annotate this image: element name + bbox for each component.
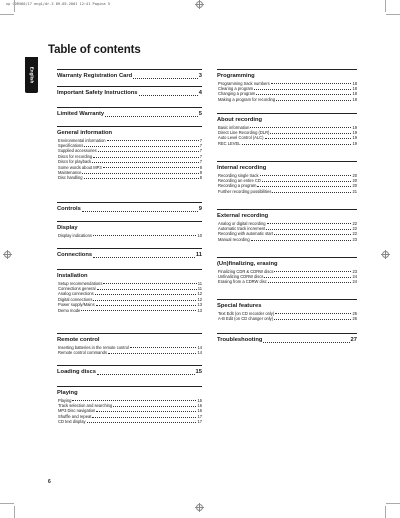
toc-section-heading-label: Playing: [57, 390, 78, 396]
toc-entry-label: Remote control commands: [58, 349, 107, 355]
toc-entry-label: Recording with automatic start: [218, 231, 274, 237]
toc-section-heading-label: Programming: [217, 73, 255, 79]
toc-entry-page: 20: [352, 172, 357, 178]
dot-leader: [260, 175, 352, 176]
toc-section: [217, 333, 357, 345]
toc-section-heading-label: Important Safety Instructions: [57, 90, 138, 96]
crop-mark: [14, 0, 15, 12]
toc-entry-page: 13: [197, 302, 202, 308]
dot-leader: [103, 167, 199, 168]
toc-entry-page: 17: [197, 413, 202, 419]
toc-entry-label: Recording an entire CD: [218, 177, 261, 183]
toc-entry-label: REC LEVEL: [218, 140, 241, 146]
toc-section: [57, 86, 202, 98]
toc-entry-label: Maintenance: [58, 169, 82, 175]
toc-entry: [217, 237, 357, 242]
toc-section-heading-label: Troubleshooting: [217, 337, 263, 343]
toc-entry-page: 10: [197, 232, 202, 238]
toc-section-heading: [217, 117, 357, 125]
toc-section-heading-page: 15: [195, 369, 202, 375]
toc-section-heading: [217, 303, 357, 311]
toc-entry-page: 16: [197, 402, 202, 408]
toc-entry-label: CD text display: [58, 419, 86, 425]
dot-leader: [82, 173, 198, 174]
toc-entry-page: 22: [352, 220, 357, 226]
toc-section: [57, 221, 202, 238]
toc-entry-label: Shuffle and repeat: [58, 413, 92, 419]
dot-leader: [274, 234, 351, 235]
toc-entry-page: 22: [352, 231, 357, 237]
toc-entry-label: Playing: [58, 397, 72, 403]
dot-leader: [107, 140, 199, 141]
toc-entry-label: Setup recommendations: [58, 280, 103, 286]
dot-leader: [254, 89, 351, 90]
print-header: xp CDR560/17 eng1/dr.3 09-05-2001 12:41 Pagina 5: [6, 2, 110, 6]
toc-entry-page: 17: [197, 419, 202, 425]
toc-entry-label: Power supply/Mains: [58, 302, 95, 308]
dot-leader: [267, 223, 352, 224]
toc-section-heading: [57, 90, 202, 98]
toc-entry: [217, 97, 357, 102]
toc-entry-label: Basic information: [218, 124, 250, 130]
toc-entry-label: Disc handling: [58, 175, 83, 181]
page-number: 6: [48, 479, 51, 485]
toc-entry-page: 23: [352, 268, 357, 274]
toc-entry-page: 7: [199, 148, 202, 154]
toc-entry-page: 20: [352, 177, 357, 183]
dot-leader: [139, 95, 198, 96]
toc-section: [217, 257, 357, 285]
toc-entry-page: 19: [352, 124, 357, 130]
toc-entry-page: 25: [352, 310, 357, 316]
toc-entry-label: Analog or digital recording: [218, 220, 266, 226]
dot-leader: [276, 100, 351, 101]
toc-entry-page: 24: [352, 273, 357, 279]
toc-entry-page: 18: [352, 91, 357, 97]
toc-section-heading-label: Warranty Registration Card: [57, 73, 133, 79]
toc-section-heading-label: External recording: [217, 213, 269, 219]
toc-entry-label: Finalizing CDR & CDRW discs: [218, 268, 274, 274]
toc-entry-page: 21: [352, 188, 357, 194]
dot-leader: [92, 162, 199, 163]
dot-leader: [98, 151, 199, 152]
language-tab-label: English: [29, 66, 34, 84]
toc-section-heading-label: General information: [57, 130, 113, 136]
toc-entry-label: Automatic track increment: [218, 225, 266, 231]
toc-entry-label: Text Edit (on CD recorder only): [218, 310, 275, 316]
toc-section-heading-label: (Un)finalizing, erasing: [217, 261, 278, 267]
toc-section-heading-label: Installation: [57, 273, 88, 279]
dot-leader: [97, 289, 197, 290]
toc-entry-label: Manual recording: [218, 236, 250, 242]
crop-mark: [385, 506, 386, 518]
toc-entry-label: Environmental information: [58, 137, 106, 143]
dot-leader: [93, 157, 199, 158]
dot-leader: [268, 282, 352, 283]
toc-entry-page: 7: [199, 159, 202, 165]
dot-leader: [266, 229, 351, 230]
toc-entry-label: Making a program for recording: [218, 96, 276, 102]
dot-leader: [97, 374, 195, 375]
toc-section-heading-page: 3: [198, 73, 202, 79]
toc-entry: [217, 316, 357, 321]
toc-entry-page: 18: [352, 85, 357, 91]
dot-leader: [242, 144, 352, 145]
toc-section-heading-label: Display: [57, 225, 78, 231]
dot-leader: [96, 305, 197, 306]
toc-entry: [217, 189, 357, 194]
toc-section-heading-page: 9: [198, 206, 202, 212]
crop-mark: [14, 506, 15, 518]
dot-leader: [264, 277, 351, 278]
toc-section-heading-label: Loading discs: [57, 369, 96, 375]
dot-leader: [93, 257, 195, 258]
toc-section-heading: [217, 73, 357, 81]
toc-section-heading-label: Internal recording: [217, 165, 267, 171]
dot-leader: [265, 138, 352, 139]
toc-section-heading: [57, 252, 202, 260]
toc-section-heading: [57, 337, 202, 345]
dot-leader: [84, 146, 198, 147]
toc-section: [217, 299, 357, 321]
dot-leader: [133, 78, 198, 79]
dot-leader: [274, 319, 351, 320]
dot-leader: [113, 406, 196, 407]
toc-section: [57, 333, 202, 355]
toc-entry: [57, 233, 202, 238]
toc-section-heading-page: 27: [350, 337, 357, 343]
dot-leader: [250, 127, 351, 128]
dot-leader: [105, 116, 198, 117]
toc-entry-label: Programming track numbers: [218, 80, 270, 86]
toc-entry-page: 24: [352, 279, 357, 285]
toc-entry-page: 13: [197, 307, 202, 313]
toc-entry-page: 26: [352, 315, 357, 321]
toc-entry-page: 19: [352, 140, 357, 146]
toc-section-heading: [57, 130, 202, 138]
dot-leader: [274, 271, 351, 272]
page-title: Table of contents: [48, 44, 141, 56]
toc-entry-label: Recording single track: [218, 172, 259, 178]
toc-entry-page: 15: [197, 397, 202, 403]
toc-section: [217, 69, 357, 102]
toc-section: [57, 386, 202, 425]
toc-entry-page: 18: [352, 96, 357, 102]
toc-entry-page: 14: [197, 344, 202, 350]
toc-section-heading: [57, 273, 202, 281]
dot-leader: [96, 411, 196, 412]
toc-section: [57, 248, 202, 260]
toc-section-heading-page: 11: [195, 252, 202, 258]
registration-mark-top: [195, 0, 204, 9]
toc-entry-page: 7: [199, 137, 202, 143]
toc-entry-label: Digital connections: [58, 296, 93, 302]
toc-section: [57, 202, 202, 214]
crop-mark: [385, 0, 386, 12]
crop-mark: [386, 503, 400, 504]
toc-entry-label: MP3 Disc navigation: [58, 408, 96, 414]
toc-entry-page: 11: [197, 285, 202, 291]
toc-entry-label: Display indications: [58, 232, 92, 238]
dot-leader: [92, 417, 196, 418]
crop-mark: [386, 14, 400, 15]
dot-leader: [251, 240, 352, 241]
toc-entry: [57, 308, 202, 313]
toc-entry-page: 7: [199, 142, 202, 148]
toc-entry-page: 12: [197, 291, 202, 297]
toc-section: [57, 269, 202, 313]
toc-entry: [57, 350, 202, 355]
toc-section-heading: [57, 73, 202, 81]
dot-leader: [262, 181, 352, 182]
toc-entry-page: 18: [352, 80, 357, 86]
dot-leader: [271, 83, 352, 84]
dot-leader: [257, 186, 351, 187]
toc-entry-page: 20: [352, 183, 357, 189]
toc-entry-label: Unfinalizing CDRW discs: [218, 273, 264, 279]
toc-entry-page: 16: [197, 408, 202, 414]
toc-entry-label: Further recording possibilities: [218, 188, 272, 194]
toc-entry-label: A-B Edit (on CD changer only): [218, 315, 274, 321]
toc-entry-page: 23: [352, 236, 357, 242]
toc-entry-label: Demo mode: [58, 307, 81, 313]
toc-entry-label: Some words about MP3: [58, 164, 102, 170]
toc-entry-page: 12: [197, 296, 202, 302]
toc-section-heading-page: 4: [198, 90, 202, 96]
toc-entry-label: Direct Line Recording (DLR): [218, 129, 270, 135]
toc-entry-label: Inserting batteries in the remote control: [58, 344, 129, 350]
toc-entry: [57, 175, 202, 180]
toc-section-heading-page: 5: [198, 111, 202, 117]
dot-leader: [87, 422, 197, 423]
toc-entry-label: Analog connections: [58, 291, 94, 297]
toc-entry-label: Auto Level Control (ALC): [218, 135, 264, 141]
toc-entry-label: Erasing from a CDRW disc: [218, 279, 267, 285]
crop-mark: [0, 14, 14, 15]
toc-entry-label: Clearing a program: [218, 85, 254, 91]
toc-entry: [217, 279, 357, 284]
dot-leader: [272, 192, 351, 193]
toc-section: [57, 69, 202, 81]
dot-leader: [95, 294, 197, 295]
toc-entry-page: 8: [199, 164, 202, 170]
toc-entry-label: Recording a program: [218, 183, 257, 189]
toc-section-heading: [217, 261, 357, 269]
toc-section: [217, 113, 357, 146]
language-tab: [25, 57, 38, 93]
dot-leader: [130, 347, 196, 348]
toc-section-heading: [217, 213, 357, 221]
registration-mark-right: [381, 250, 390, 259]
toc-entry-page: 8: [199, 175, 202, 181]
toc-section-heading: [217, 165, 357, 173]
registration-mark-bottom: [195, 503, 204, 512]
toc-entry-label: Specifications: [58, 142, 84, 148]
dot-leader: [108, 353, 197, 354]
toc-section-heading: [57, 111, 202, 119]
toc-section-heading-label: Limited Warranty: [57, 111, 105, 117]
toc-entry-page: 11: [197, 280, 202, 286]
toc-section-heading-label: Connections: [57, 252, 93, 258]
dot-leader: [263, 342, 349, 343]
toc-section-heading: [57, 390, 202, 398]
toc-entry-label: Supplied accessories: [58, 148, 97, 154]
dot-leader: [72, 400, 196, 401]
toc-section: [57, 365, 202, 377]
toc-entry-label: Connections general: [58, 285, 96, 291]
toc-entry-page: 7: [199, 153, 202, 159]
dot-leader: [275, 313, 351, 314]
toc-section-heading: [217, 337, 357, 345]
toc-entry-label: Changing a program: [218, 91, 256, 97]
dot-leader: [81, 310, 196, 311]
toc-section-heading: [57, 206, 202, 214]
toc-entry-label: Discs for recording: [58, 153, 93, 159]
toc-entry-label: Discs for playback: [58, 159, 92, 165]
toc-section: [57, 126, 202, 181]
toc-section: [217, 209, 357, 242]
toc-entry-label: Track selection and searching: [58, 402, 113, 408]
toc-entry-page: 22: [352, 225, 357, 231]
toc-section-heading-label: Special features: [217, 303, 262, 309]
toc-section-heading-label: Controls: [57, 206, 81, 212]
crop-mark: [0, 503, 14, 504]
toc-entry: [57, 419, 202, 424]
dot-leader: [82, 211, 198, 212]
toc-section: [217, 161, 357, 194]
registration-mark-left: [3, 250, 12, 259]
dot-leader: [93, 300, 196, 301]
toc-section-heading: [57, 225, 202, 233]
toc-section-heading: [57, 369, 202, 377]
dot-leader: [270, 133, 351, 134]
dot-leader: [84, 178, 199, 179]
toc-section: [57, 107, 202, 119]
toc-entry-page: 8: [199, 169, 202, 175]
toc-entry-page: 14: [197, 349, 202, 355]
dot-leader: [93, 235, 197, 236]
dot-leader: [103, 283, 196, 284]
toc-section-heading-label: About recording: [217, 117, 263, 123]
toc-entry-page: 19: [352, 129, 357, 135]
toc-entry: [217, 141, 357, 146]
dot-leader: [256, 94, 351, 95]
toc-section-heading-label: Remote control: [57, 337, 100, 343]
toc-entry-page: 19: [352, 135, 357, 141]
